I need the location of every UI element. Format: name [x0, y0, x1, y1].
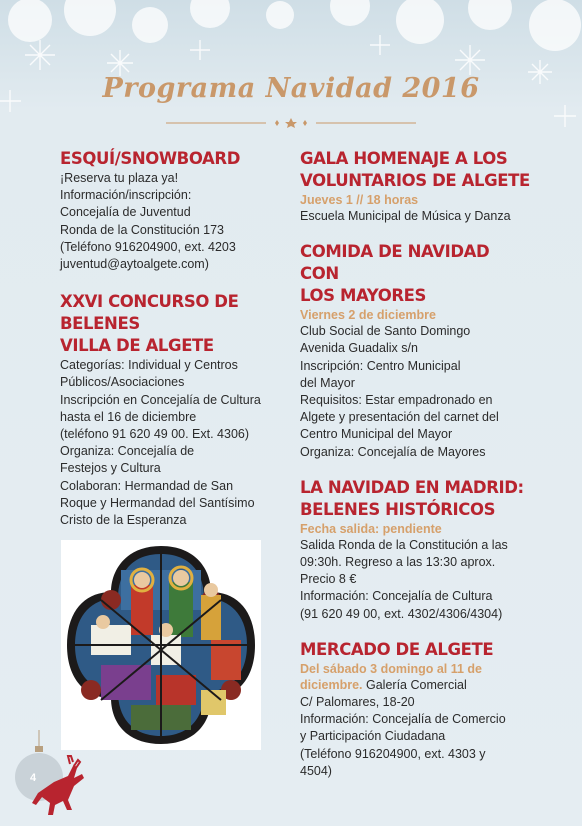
event-heading: VOLUNTARIOS DE ALGETE: [300, 171, 530, 190]
event-line: 4504): [300, 763, 332, 778]
event-gala: [300, 148, 530, 225]
event-heading: XXVI CONCURSO DE BELENES: [60, 292, 239, 334]
event-line: Categorías: Individual y Centros: [60, 358, 238, 373]
stained-glass-image: [61, 540, 261, 750]
right-column: [300, 148, 530, 792]
event-mercado: [300, 639, 530, 780]
event-heading: MERCADO DE ALGETE: [300, 639, 494, 659]
event-line: hasta el 16 de diciembre: [60, 409, 197, 424]
event-date: Jueves 1 // 18 horas: [300, 193, 419, 207]
event-line: (teléfono 91 620 49 00. Ext. 4306): [60, 427, 250, 442]
event-date: Viernes 2 de diciembre: [300, 308, 436, 323]
event-line: ¡Reserva tu plaza ya!: [60, 171, 179, 185]
event-comida: [300, 241, 530, 461]
left-column: [60, 148, 285, 541]
event-line: Colaboran: Hermandad de San: [60, 478, 234, 493]
event-line: (Teléfono 916204900, ext. 4203: [60, 239, 236, 254]
event-esqui: [60, 148, 285, 273]
event-line: Información: Concejalía de Cultura: [300, 589, 493, 604]
event-line: Requisitos: Estar empadronado en: [300, 393, 493, 408]
event-line: Club Social de Santo Domingo: [300, 324, 471, 339]
event-date-cont: diciembre.: [300, 677, 363, 692]
event-line: C/ Palomares, 18-20: [300, 695, 415, 710]
event-line: Organiza: Concejalía de Mayores: [300, 444, 486, 459]
event-line: y Participación Ciudadana: [300, 729, 446, 744]
event-line: Ronda de la Constitución 173: [60, 222, 225, 237]
event-heading: COMIDA DE NAVIDAD CON: [300, 242, 490, 284]
event-line: Concejalía de Juventud: [60, 205, 191, 220]
event-line: Salida Ronda de la Constitución a las: [300, 537, 508, 552]
event-line: Precio 8 €: [300, 572, 357, 587]
event-heading: ESQUÍ/SNOWBOARD: [60, 149, 240, 168]
event-line: 09:30h. Regreso a las 13:30 aprox.: [300, 555, 496, 570]
event-heading: BELENES HISTÓRICOS: [300, 499, 496, 519]
event-date: Fecha salida: pendiente: [300, 521, 442, 536]
event-location: Galería Comercial: [362, 677, 467, 692]
event-line: Festejos y Cultura: [60, 461, 161, 476]
event-line: Algete y presentación del carnet del: [300, 410, 499, 425]
page-title: Programa Navidad 2016: [102, 73, 480, 104]
event-line: (91 620 49 00, ext. 4302/4306/4304): [300, 606, 503, 621]
event-date: Del sábado 3 domingo al 11 de: [300, 661, 482, 676]
event-belenes: [60, 291, 285, 529]
event-heading: LA NAVIDAD EN MADRID:: [300, 477, 524, 497]
event-line: [300, 677, 530, 694]
event-line: Información: Concejalía de Comercio: [300, 712, 506, 727]
event-line: juventud@aytoalgete.com): [60, 257, 209, 272]
event-line: Inscripción en Concejalía de Cultura: [60, 392, 261, 407]
event-line: Avenida Guadalix s/n: [300, 341, 418, 356]
event-line: Información/inscripción:: [60, 188, 192, 203]
event-line: Roque y Hermandad del Santísimo: [60, 495, 255, 510]
event-navidad-madrid: [300, 477, 530, 623]
event-line: (Teléfono 916204900, ext. 4303 y: [300, 746, 486, 761]
christmas-ornament-reindeer-icon: [6, 730, 96, 820]
event-heading: GALA HOMENAJE A LOS: [300, 149, 508, 168]
page-number: 4: [30, 772, 37, 784]
event-heading: LOS MAYORES: [300, 286, 427, 306]
event-line: Escuela Municipal de Música y Danza: [300, 209, 511, 223]
event-line: del Mayor: [300, 375, 355, 390]
event-line: Inscripción: Centro Municipal: [300, 358, 461, 373]
event-line: Cristo de la Esperanza: [60, 513, 187, 528]
event-heading: VILLA DE ALGETE: [60, 336, 214, 356]
star-divider: [166, 118, 416, 128]
event-line: Organiza: Concejalía de: [60, 444, 195, 459]
event-line: Centro Municipal del Mayor: [300, 427, 453, 442]
event-line: Públicos/Asociaciones: [60, 375, 185, 390]
